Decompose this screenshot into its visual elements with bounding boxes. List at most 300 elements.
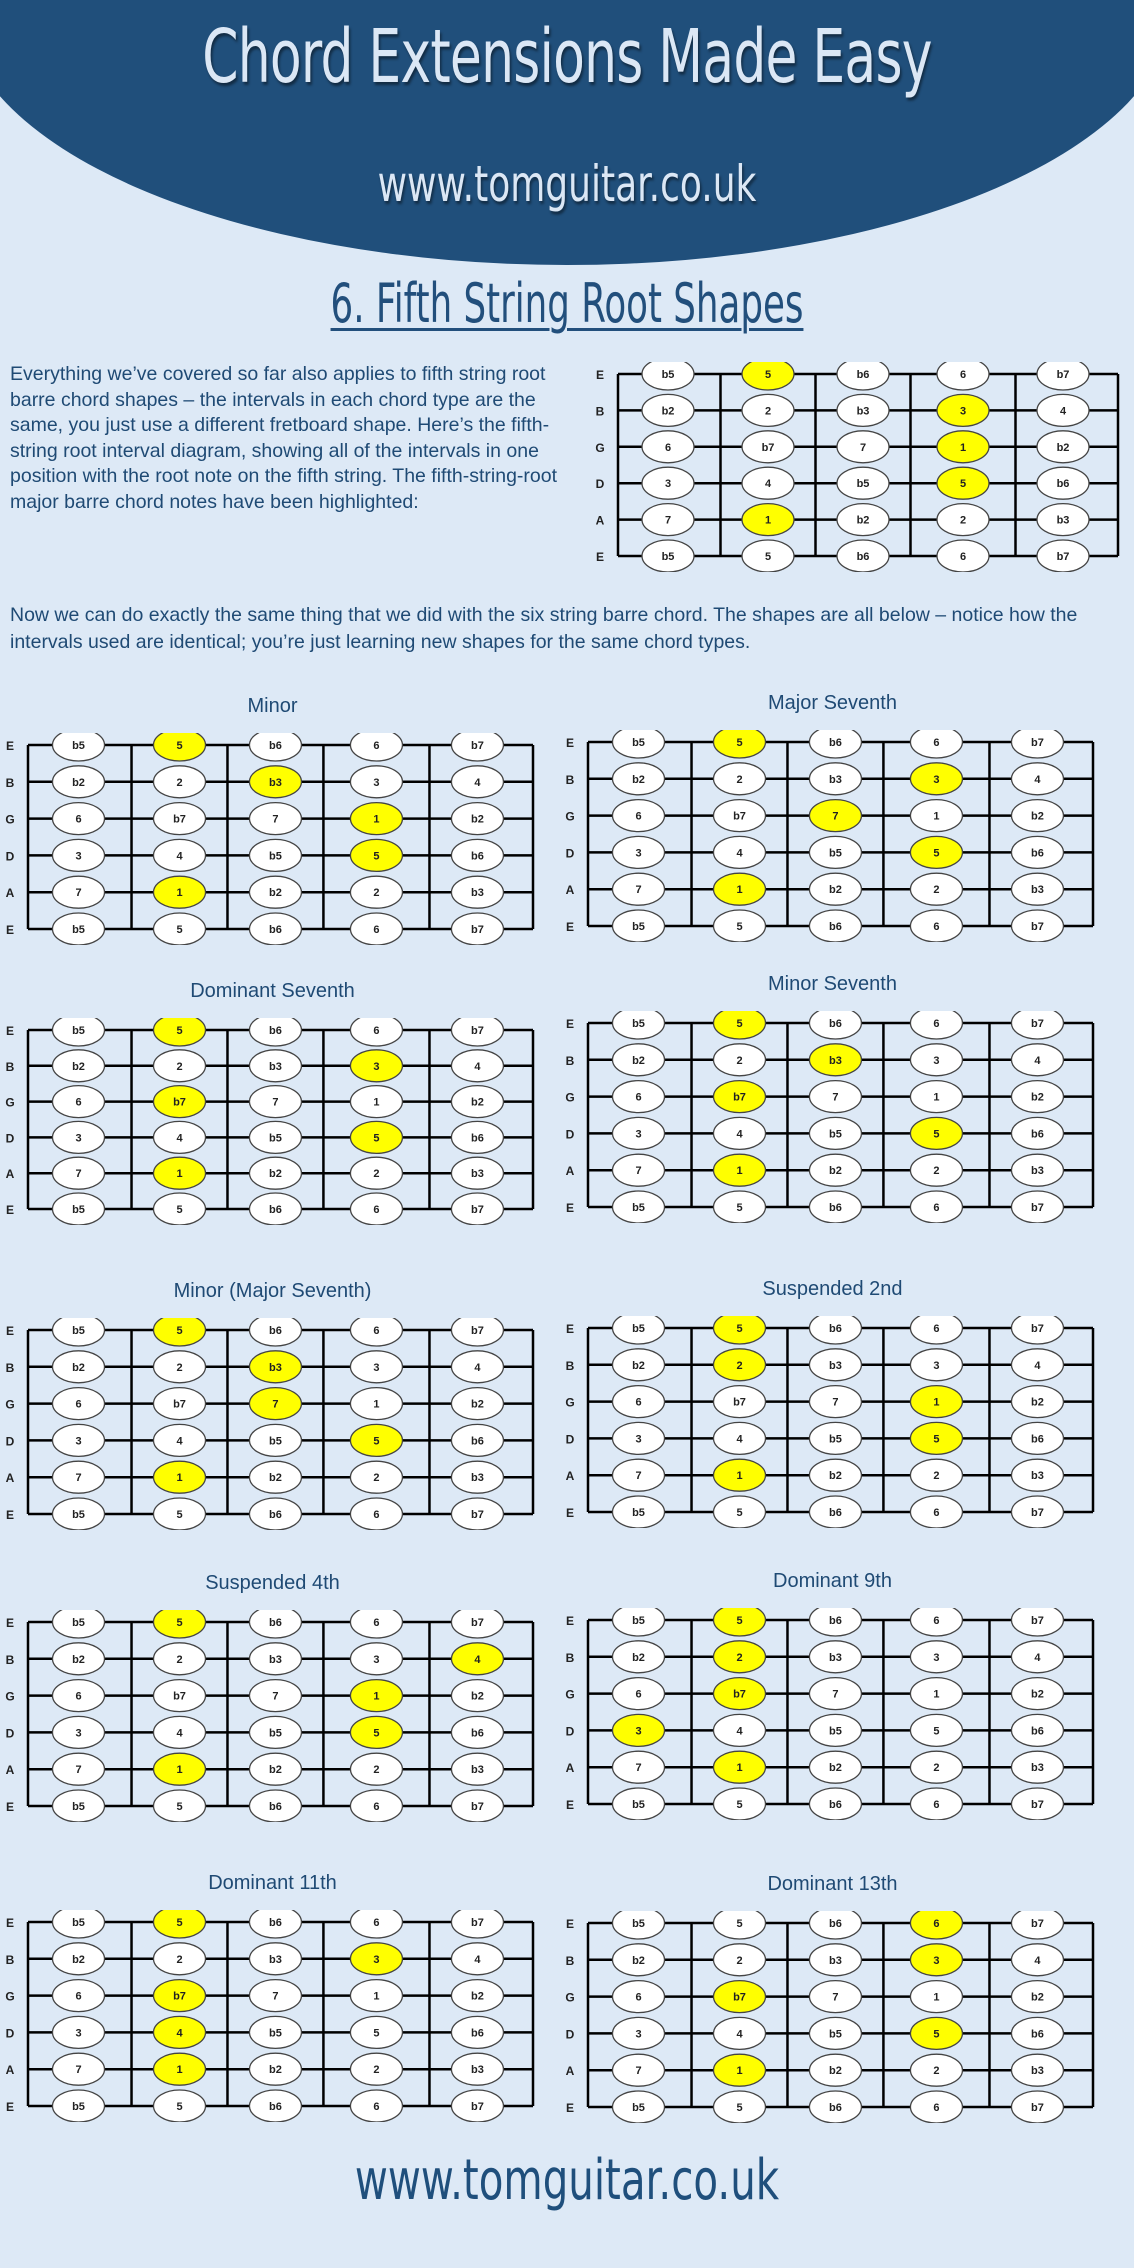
note [642,467,694,499]
note [613,910,665,942]
fretboard [0,1318,545,1530]
note [642,431,694,463]
svg-text:7: 7 [832,1991,839,2004]
svg-text:7: 7 [75,1472,82,1485]
svg-text:b3: b3 [269,1060,282,1073]
note [1011,1117,1063,1149]
svg-text:6: 6 [635,1396,642,1409]
svg-text:b3: b3 [1031,1762,1044,1775]
fretboard [0,1910,545,2122]
note-highlighted [910,1386,962,1418]
diagram-title: Dominant 9th [773,1570,892,1592]
svg-text:7: 7 [75,2064,82,2077]
svg-text:b5: b5 [72,924,85,936]
note [1011,730,1063,758]
note [451,1943,503,1975]
note [154,1121,206,1153]
svg-text:5: 5 [736,1615,743,1627]
note [809,1349,861,1381]
svg-text:b2: b2 [269,1472,282,1485]
note [910,1044,962,1076]
note-highlighted [714,1981,766,2013]
svg-text:b5: b5 [632,737,645,749]
note [1037,431,1089,463]
note [350,1388,402,1420]
note [154,1193,206,1225]
svg-text:b7: b7 [1031,1799,1044,1811]
svg-text:1: 1 [933,1396,940,1409]
svg-text:b7: b7 [1031,1202,1044,1214]
note [714,2091,766,2123]
note [154,1388,206,1420]
note [451,803,503,835]
note [1037,394,1089,426]
note-highlighted [154,1610,206,1638]
svg-text:b7: b7 [1056,369,1070,381]
string-label: B [5,1652,15,1667]
note-highlighted [910,1422,962,1454]
svg-text:5: 5 [373,1435,380,1448]
note [1011,1316,1063,1344]
note [809,1191,861,1223]
note [714,800,766,832]
svg-text:b3: b3 [1031,884,1044,897]
note [53,766,105,798]
svg-text:b5: b5 [269,2027,282,2040]
svg-text:b3: b3 [471,887,484,900]
note [53,2090,105,2122]
svg-text:b5: b5 [269,1435,282,1448]
string-label: D [5,2026,15,2041]
string-label: E [565,1201,575,1215]
note [451,1193,503,1225]
svg-text:b6: b6 [829,2102,842,2114]
note [714,910,766,942]
svg-text:b5: b5 [72,740,85,752]
note [910,1154,962,1186]
svg-text:1: 1 [959,441,967,454]
note [613,1641,665,1673]
svg-text:b6: b6 [856,369,870,381]
string-label: G [565,809,575,824]
svg-text:b2: b2 [269,1764,282,1777]
svg-text:6: 6 [933,1615,940,1627]
note [613,1117,665,1149]
svg-text:6: 6 [75,813,82,826]
note [350,1157,402,1189]
note-highlighted [742,362,794,390]
note [154,1498,206,1530]
note [451,733,503,761]
svg-text:3: 3 [75,1132,82,1145]
svg-text:b7: b7 [471,1025,484,1037]
fretboard [560,1316,1105,1528]
note [809,1944,861,1976]
note [613,1154,665,1186]
svg-text:b2: b2 [471,813,484,826]
svg-text:6: 6 [75,1690,82,1703]
note-highlighted [350,803,402,835]
note-highlighted [714,1011,766,1039]
note [249,1461,301,1493]
note [714,2017,766,2049]
note [350,1086,402,1118]
fretboard [560,1911,1105,2123]
svg-text:b5: b5 [72,1204,85,1216]
svg-text:5: 5 [736,1323,743,1335]
svg-text:b6: b6 [269,1325,282,1337]
note [53,803,105,835]
note [613,2054,665,2086]
svg-text:b6: b6 [1031,1128,1044,1141]
note [451,1498,503,1530]
diagram-major [590,352,1130,572]
note [714,836,766,868]
string-label: B [5,1059,15,1074]
note [613,1911,665,1939]
svg-text:6: 6 [933,921,940,933]
diagram-minor [0,695,545,945]
svg-text:5: 5 [176,1325,183,1337]
svg-text:4: 4 [474,1653,481,1666]
string-label: A [5,1471,15,1486]
string-label: E [5,1203,15,1217]
note-highlighted [714,1316,766,1344]
svg-text:6: 6 [664,441,672,454]
note [613,2017,665,2049]
note [714,1496,766,1528]
note [809,1422,861,1454]
svg-text:7: 7 [272,1990,279,2003]
svg-text:b5: b5 [72,1917,85,1929]
svg-text:b6: b6 [471,1727,484,1740]
note [53,1351,105,1383]
svg-text:b5: b5 [829,1725,842,1738]
note [809,1714,861,1746]
note-highlighted [910,1911,962,1939]
svg-text:b7: b7 [173,1990,186,2003]
diagram-minor-major-seventh [0,1280,545,1530]
note [809,1751,861,1783]
svg-text:b6: b6 [471,850,484,863]
string-label: A [595,513,605,528]
note [613,800,665,832]
svg-text:b5: b5 [269,1132,282,1145]
string-label: B [595,404,605,419]
svg-text:1: 1 [764,514,772,527]
diagram-minor-seventh [560,973,1105,1223]
svg-text:4: 4 [1034,1359,1041,1372]
note [451,1157,503,1189]
svg-text:b3: b3 [829,1359,842,1372]
note [613,1081,665,1113]
svg-text:2: 2 [373,887,380,900]
note [910,1459,962,1491]
svg-text:b7: b7 [471,1325,484,1337]
svg-text:7: 7 [272,1096,279,1109]
note [613,1386,665,1418]
svg-text:4: 4 [474,1953,481,1966]
note [809,1981,861,2013]
svg-text:b5: b5 [632,1323,645,1335]
fretboard [0,733,545,945]
diagram-title: Suspended 4th [205,1572,340,1594]
string-label: E [565,2101,575,2115]
note [613,2091,665,2123]
note [154,1050,206,1082]
svg-text:b6: b6 [269,1204,282,1216]
svg-text:b2: b2 [471,1990,484,2003]
svg-text:b6: b6 [829,1615,842,1627]
note [1011,2054,1063,2086]
string-label: G [5,1397,15,1412]
note [350,733,402,761]
svg-text:b6: b6 [269,1025,282,1037]
svg-text:5: 5 [933,1433,940,1446]
svg-text:4: 4 [1059,405,1067,418]
note [714,1944,766,1976]
svg-text:2: 2 [176,1653,183,1666]
diagram-dominant-seventh [0,980,545,1225]
svg-text:1: 1 [373,1398,380,1411]
fretboard [0,1610,545,1822]
note [53,1790,105,1822]
svg-text:7: 7 [859,441,867,454]
note-highlighted [350,1121,402,1153]
note [451,1910,503,1938]
svg-text:4: 4 [176,850,183,863]
svg-text:b5: b5 [829,2028,842,2041]
note-highlighted [714,1678,766,1710]
svg-text:b2: b2 [829,1762,842,1775]
string-label: G [5,1095,15,1110]
svg-text:6: 6 [75,1398,82,1411]
svg-text:b2: b2 [471,1096,484,1109]
string-label: E [565,1917,575,1931]
svg-text:1: 1 [176,1168,183,1181]
footer-url[interactable]: www.tomguitar.co.uk [354,2148,780,2213]
note [53,1753,105,1785]
header-url[interactable]: www.tomguitar.co.uk [377,155,757,213]
svg-text:b6: b6 [269,1509,282,1521]
note [1011,800,1063,832]
note [53,1643,105,1675]
note [53,1193,105,1225]
svg-text:b5: b5 [632,1202,645,1214]
svg-text:4: 4 [474,1361,481,1374]
svg-text:b2: b2 [1031,810,1044,823]
svg-text:3: 3 [373,1653,380,1666]
svg-text:4: 4 [474,776,481,789]
svg-text:b3: b3 [269,1361,282,1374]
shapes-paragraph: Now we can do exactly the same thing that we did with the six string barre chord. The shapes are all below – notice how the intervals used are identical; you’re just learning new shapes for the same chord types. [10,604,1078,653]
note [1011,1044,1063,1076]
note [809,2017,861,2049]
svg-text:b5: b5 [632,921,645,933]
note [249,1910,301,1938]
note-highlighted [154,2053,206,2085]
string-label: B [5,1360,15,1375]
svg-text:b3: b3 [471,1168,484,1181]
note-highlighted [350,839,402,871]
note [53,1910,105,1938]
svg-text:3: 3 [933,1054,940,1067]
note [837,504,889,536]
svg-text:5: 5 [176,1917,183,1929]
note [714,1044,766,1076]
svg-text:3: 3 [959,405,967,418]
svg-text:1: 1 [176,1472,183,1485]
svg-text:b7: b7 [471,1204,484,1216]
svg-text:2: 2 [933,884,940,897]
note-highlighted [910,2017,962,2049]
note [249,1943,301,1975]
svg-text:6: 6 [373,1325,380,1337]
svg-text:b6: b6 [471,2027,484,2040]
svg-text:b7: b7 [173,813,186,826]
string-label: D [595,477,605,492]
string-label: E [5,1916,15,1930]
svg-text:b7: b7 [173,1690,186,1703]
svg-text:b2: b2 [632,1954,645,1967]
svg-text:7: 7 [832,1688,839,1701]
svg-text:6: 6 [373,1509,380,1521]
svg-text:b7: b7 [471,740,484,752]
svg-text:4: 4 [736,1725,743,1738]
note [1011,1422,1063,1454]
svg-text:b7: b7 [1031,737,1044,749]
note [249,1980,301,2012]
note [53,913,105,945]
note [937,362,989,390]
svg-text:b2: b2 [829,1165,842,1178]
string-label: G [565,1395,575,1410]
svg-text:1: 1 [373,1096,380,1109]
svg-text:2: 2 [736,1054,743,1067]
svg-text:b2: b2 [632,1359,645,1372]
string-label: G [595,440,605,455]
svg-text:6: 6 [373,1801,380,1813]
note-highlighted [350,1943,402,1975]
note [350,1980,402,2012]
note-highlighted [249,1388,301,1420]
note-highlighted [742,504,794,536]
diagram-suspended-4th [0,1572,545,1822]
note [809,1316,861,1344]
svg-text:b3: b3 [829,1954,842,1967]
svg-text:7: 7 [272,813,279,826]
note [350,1498,402,1530]
svg-text:b2: b2 [471,1398,484,1411]
note [742,540,794,572]
svg-text:b3: b3 [269,1653,282,1666]
note [910,1316,962,1344]
string-label: E [5,1800,15,1814]
svg-text:7: 7 [635,2065,642,2078]
diagram-title: Suspended 2nd [762,1278,903,1300]
string-label: A [565,883,575,898]
svg-text:b6: b6 [269,740,282,752]
string-label: G [5,1689,15,1704]
svg-text:6: 6 [933,1323,940,1335]
fretboard [560,1608,1105,1820]
note [451,1018,503,1046]
note [53,2053,105,2085]
svg-text:b7: b7 [1031,1018,1044,1030]
svg-text:6: 6 [373,2101,380,2113]
svg-text:b7: b7 [733,1396,746,1409]
note [154,1943,206,1975]
note [1011,1608,1063,1636]
svg-text:6: 6 [373,1917,380,1929]
note [613,1422,665,1454]
note-highlighted [714,1641,766,1673]
svg-text:6: 6 [373,1617,380,1629]
note [910,1191,962,1223]
svg-text:7: 7 [75,1168,82,1181]
note [613,1044,665,1076]
svg-text:5: 5 [959,478,967,491]
svg-text:3: 3 [75,1727,82,1740]
string-label: E [5,1508,15,1522]
note [451,2053,503,2085]
svg-text:b6: b6 [471,1132,484,1145]
svg-text:b6: b6 [1031,1433,1044,1446]
note [451,766,503,798]
note [910,800,962,832]
note [53,1461,105,1493]
note [809,1641,861,1673]
svg-text:b6: b6 [1031,2028,1044,2041]
note-highlighted [350,1680,402,1712]
note [249,1643,301,1675]
svg-text:5: 5 [736,1018,743,1030]
note [1037,540,1089,572]
svg-text:b5: b5 [829,1128,842,1141]
svg-text:b5: b5 [269,850,282,863]
svg-text:6: 6 [959,551,967,563]
svg-text:7: 7 [664,514,672,527]
svg-text:b2: b2 [856,514,870,527]
svg-text:b2: b2 [661,405,675,418]
svg-text:2: 2 [933,1762,940,1775]
svg-text:b2: b2 [1031,1991,1044,2004]
note [249,1121,301,1153]
svg-text:b3: b3 [1031,1165,1044,1178]
svg-text:b2: b2 [632,773,645,786]
note [910,1788,962,1820]
note [249,1086,301,1118]
svg-text:b5: b5 [661,369,675,381]
svg-text:b6: b6 [269,924,282,936]
note [1011,1081,1063,1113]
svg-text:b2: b2 [1031,1091,1044,1104]
svg-text:b3: b3 [471,1472,484,1485]
svg-text:7: 7 [272,1690,279,1703]
string-label: D [565,1127,575,1142]
note [53,1086,105,1118]
svg-text:5: 5 [736,921,743,933]
note [1011,1641,1063,1673]
note [613,1191,665,1223]
svg-text:b7: b7 [1031,1323,1044,1335]
note [910,730,962,758]
string-label: B [5,1952,15,1967]
fretboard [0,1018,545,1225]
svg-text:b5: b5 [829,847,842,860]
svg-text:6: 6 [635,1991,642,2004]
string-label: A [565,1469,575,1484]
